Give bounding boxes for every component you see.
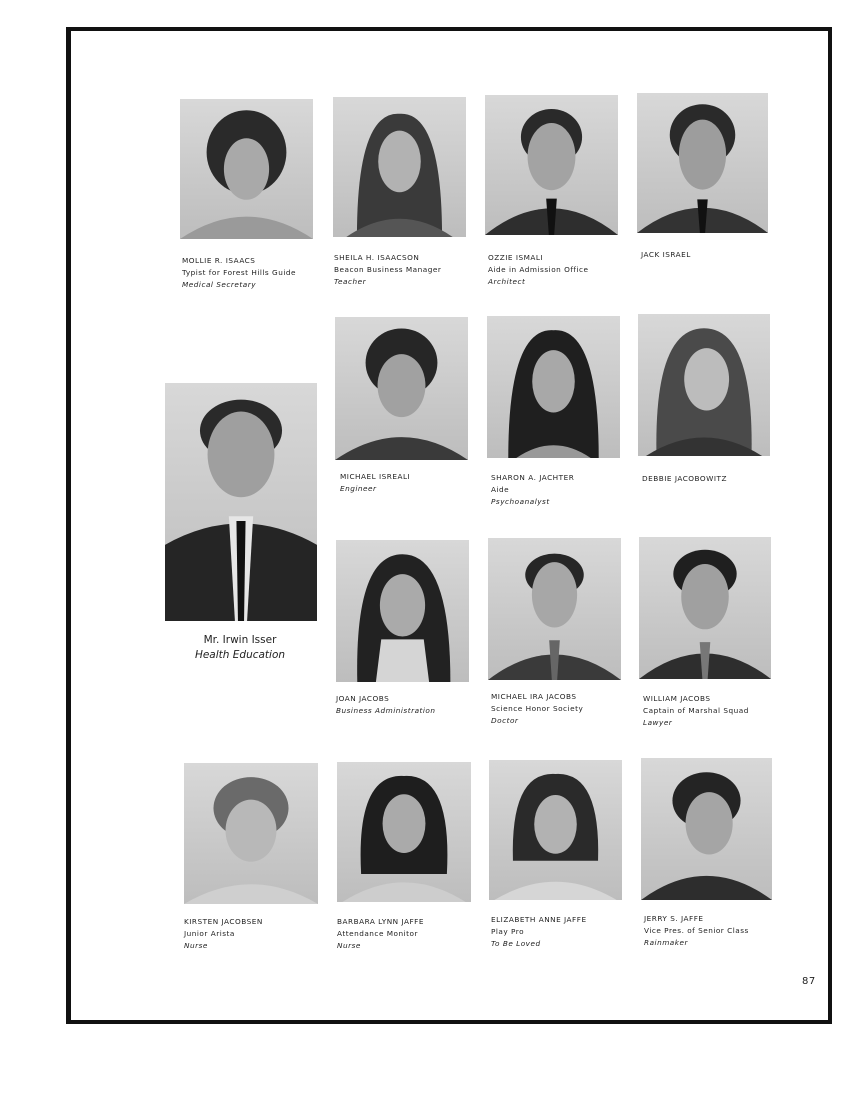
student-photo bbox=[333, 97, 466, 237]
student-activity: Captain of Marshal Squad bbox=[643, 706, 749, 715]
student-photo bbox=[638, 314, 770, 456]
student-caption bbox=[491, 914, 641, 950]
student-caption bbox=[182, 255, 332, 291]
student-caption bbox=[644, 913, 794, 949]
student-ambition: Psychoanalyst bbox=[491, 497, 550, 506]
student-ambition: Nurse bbox=[184, 941, 208, 950]
student-name: DEBBIE JACOBOWITZ bbox=[642, 474, 727, 483]
student-caption bbox=[340, 471, 490, 495]
student-ambition: Nurse bbox=[337, 941, 361, 950]
faculty-subject: Health Education bbox=[194, 649, 286, 661]
student-ambition: Rainmaker bbox=[644, 938, 688, 947]
student-caption bbox=[337, 916, 487, 952]
student-name: SHARON A. JACHTER bbox=[491, 473, 575, 482]
student-name: KIRSTEN JACOBSEN bbox=[184, 917, 263, 926]
faculty-photo bbox=[165, 383, 317, 621]
student-caption bbox=[491, 472, 641, 508]
faculty-caption bbox=[160, 633, 320, 663]
student-caption bbox=[334, 252, 484, 288]
student-ambition: Medical Secretary bbox=[182, 280, 257, 289]
page-number: 87 bbox=[802, 976, 816, 987]
student-name: JOAN JACOBS bbox=[336, 694, 390, 703]
student-activity: Typist for Forest Hills Guide bbox=[182, 268, 296, 277]
student-name: MOLLIE R. ISAACS bbox=[182, 256, 256, 265]
student-photo bbox=[180, 99, 313, 239]
student-activity: Aide bbox=[491, 485, 510, 494]
student-photo bbox=[184, 763, 318, 904]
student-activity: Science Honor Society bbox=[491, 704, 584, 713]
student-photo bbox=[637, 93, 768, 233]
student-ambition: To Be Loved bbox=[491, 939, 541, 948]
student-photo bbox=[639, 537, 771, 679]
student-name: OZZIE ISMALI bbox=[488, 253, 544, 262]
student-caption bbox=[336, 693, 486, 717]
student-name: BARBARA LYNN JAFFE bbox=[337, 917, 424, 926]
student-name: JACK ISRAEL bbox=[641, 250, 691, 259]
student-photo bbox=[641, 758, 772, 900]
student-photo bbox=[488, 538, 621, 680]
student-photo bbox=[485, 95, 618, 235]
student-ambition: Teacher bbox=[334, 277, 367, 286]
student-activity: Aide in Admission Office bbox=[488, 265, 589, 274]
faculty-name: Mr. Irwin Isser bbox=[203, 634, 277, 646]
student-activity: Play Pro bbox=[491, 927, 525, 936]
student-photo bbox=[489, 760, 622, 900]
student-name: WILLIAM JACOBS bbox=[643, 694, 711, 703]
student-caption bbox=[642, 473, 792, 485]
student-ambition: Lawyer bbox=[643, 718, 673, 727]
student-ambition: Doctor bbox=[491, 716, 519, 725]
student-ambition: Business Administration bbox=[336, 706, 436, 715]
student-ambition: Architect bbox=[488, 277, 526, 286]
student-photo bbox=[335, 317, 468, 460]
student-caption bbox=[643, 693, 793, 729]
student-caption bbox=[488, 252, 638, 288]
student-activity: Junior Arista bbox=[184, 929, 235, 938]
student-activity: Vice Pres. of Senior Class bbox=[644, 926, 749, 935]
student-photo bbox=[336, 540, 469, 682]
student-caption bbox=[641, 249, 791, 261]
student-caption bbox=[491, 691, 641, 727]
student-name: MICHAEL IRA JACOBS bbox=[491, 692, 577, 701]
student-photo bbox=[487, 316, 620, 458]
student-name: JERRY S. JAFFE bbox=[644, 914, 704, 923]
student-photo bbox=[337, 762, 471, 902]
student-name: MICHAEL ISREALI bbox=[340, 472, 411, 481]
student-name: ELIZABETH ANNE JAFFE bbox=[491, 915, 587, 924]
student-ambition: Engineer bbox=[340, 484, 377, 493]
student-caption bbox=[184, 916, 334, 952]
student-activity: Attendance Monitor bbox=[337, 929, 418, 938]
student-name: SHEILA H. ISAACSON bbox=[334, 253, 420, 262]
student-activity: Beacon Business Manager bbox=[334, 265, 442, 274]
